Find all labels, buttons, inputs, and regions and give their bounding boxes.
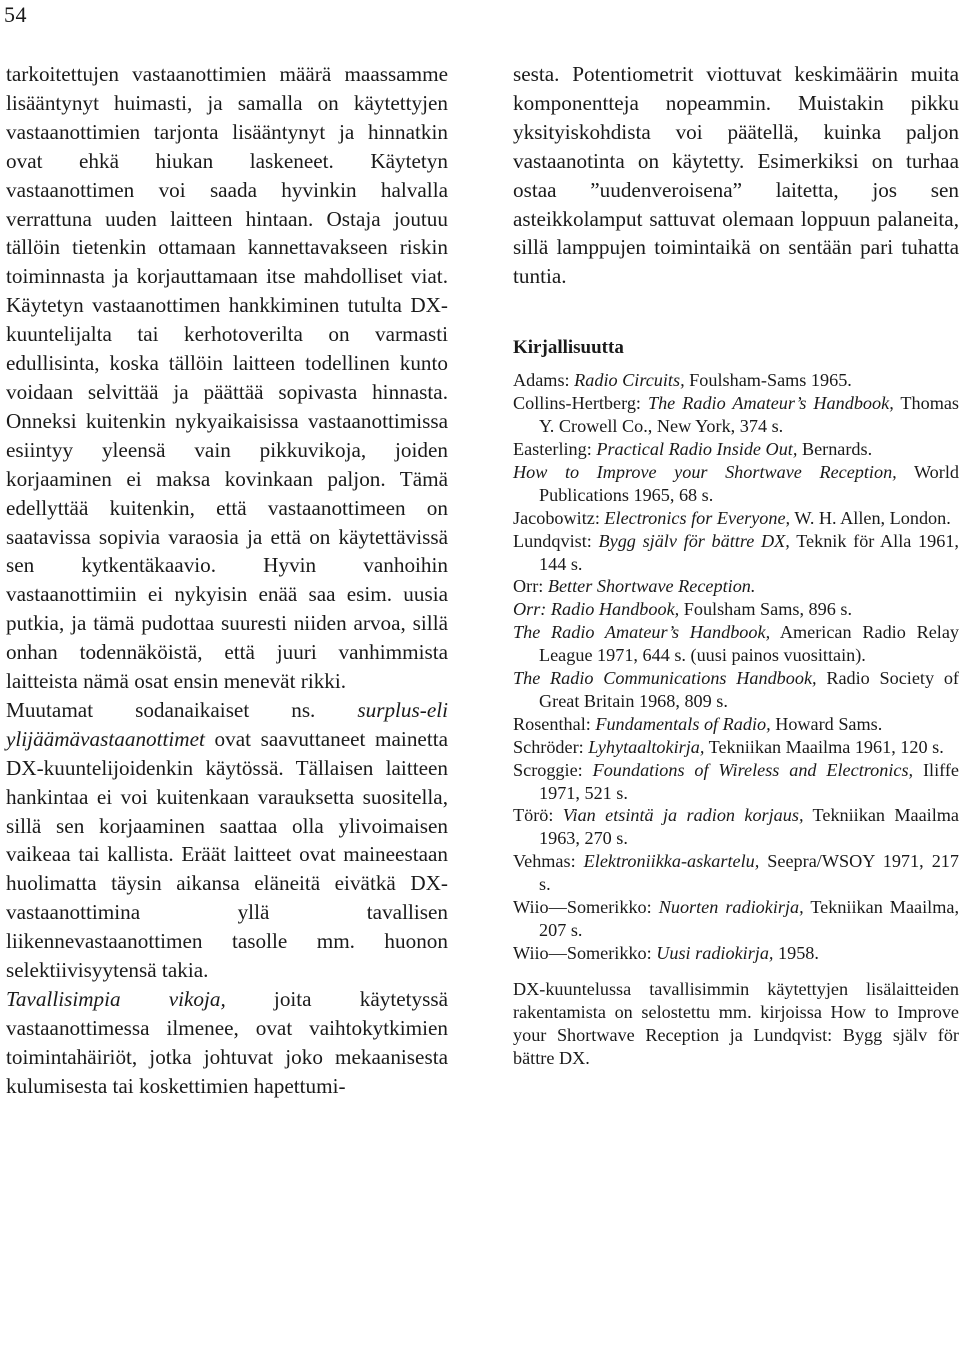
- reference-title: Elektroniikka-askartelu,: [583, 851, 760, 872]
- reference-title: How to Improve your Shortwave Reception,: [513, 461, 897, 482]
- reference-title: Electronics for Everyone,: [604, 507, 791, 528]
- reference-details: Teknik för Alla 1961, 144 s.: [539, 530, 959, 574]
- left-paragraph-2: [6, 696, 448, 985]
- reference-entry: [513, 621, 959, 667]
- reference-title: Nuorten radiokirja,: [658, 897, 804, 918]
- reference-author: Collins-Hertberg:: [513, 393, 648, 414]
- left-column: [6, 60, 448, 1101]
- reference-title: Radio Circuits,: [574, 370, 685, 391]
- reference-entry: [513, 461, 959, 507]
- paragraph-text: ovat saavuttaneet mainetta DX-kuuntelijoidenkin käytössä. Tällaisen laitteen hankintaa ei voi kuitenkaan varauksetta suositella, sillä sen korjaaminen saattaa olla ylivoimaisen vaikeaa tai kallista. Eräät laitteet ovat maineestaan huolimatta täysin aikansa eläneitä eivätkä DX-vastaanottimina yllä tavallisen liikennevastaanottimen tasolle mm. huonon selektiivisyytensä takia.: [6, 726, 448, 983]
- emphasis-term: Tavallisimpia vikoja,: [6, 987, 226, 1011]
- reference-author: Orr:: [513, 576, 548, 597]
- reference-details: 1958.: [773, 942, 819, 963]
- reference-author: Vehmas:: [513, 851, 584, 872]
- reference-details: Howard Sams.: [770, 713, 883, 734]
- reference-entry: [513, 598, 959, 621]
- reference-details: American Radio Relay League 1971, 644 s. (uusi painos vuosittain).: [539, 622, 959, 666]
- reference-author: Easterling:: [513, 438, 597, 459]
- reference-details: World Publications 1965, 68 s.: [539, 461, 959, 505]
- reference-entry: [513, 392, 959, 438]
- reference-author: Adams:: [513, 370, 575, 391]
- reference-entry: [513, 896, 959, 942]
- page-number: 54: [4, 2, 27, 27]
- reference-details: Radio Society of Great Britain 1968, 809 s.: [539, 668, 959, 711]
- reference-title: Fundamentals of Radio,: [595, 713, 771, 734]
- reference-title: Bygg själv för bättre DX,: [598, 530, 790, 551]
- reference-details: W. H. Allen, London.: [790, 507, 951, 528]
- left-paragraph-1: tarkoitettujen vastaanottimien määrä maassamme lisääntynyt huimasti, ja samalla on käytettyjen vastaanottimien tarjonta lisääntynyt ja hinnatkin ovat ehkä hiukan laskeneet. Käytetyn vastaanottimen voi saada hyvinkin halvalla verrattuna uuden laitteen hintaan. Ostaja joutuu tällöin tietenkin ottamaan kannettavakseen riskin toiminnasta ja korjauttamaan itse mahdolliset viat. Käytetyn vastaanottimen hankkiminen tutulta DX-kuuntelijalta tai kerhotoverilta on varmasti edullisinta, koska tällöin laitteen todellinen kunto voidaan selvittää ja päättää sopivasta hinnasta. Onneksi kuitenkin nykyaikaisissa vastaanottimissa esiintyy yleensä vain pikkuvikoja, joiden korjaaminen ei maksa kovinkaan paljon. Tämä edellyttää kuitenkin, että vastaanottimeen on saatavissa sopivia varaosia ja että on käytettävissä sen kytkentäkaavio. Hyvin vanhoihin vastaanottimiin ei nykyisin enää saa esim. uusia putkia, ja tämä pudottaa suuresti niiden arvoa, sillä onhan todennäköistä, että juuri vanhimmista laitteista nämä osat ensin menevät rikki.: [6, 62, 448, 694]
- reference-details: Foulsham Sams, 896 s.: [679, 599, 853, 620]
- right-column: [513, 60, 959, 1088]
- reference-title: Practical Radio Inside Out,: [596, 438, 798, 459]
- reference-author: Jacobowitz:: [513, 507, 605, 528]
- reference-details: Bernards.: [797, 438, 873, 459]
- reference-entry: [513, 713, 959, 736]
- reference-entry: [513, 667, 959, 713]
- reference-details: Tekniikan Maailma 1963, 270 s.: [539, 805, 960, 849]
- reference-details: Seepra/WSOY 1971, 217 s.: [539, 851, 959, 895]
- emphasis-term: surplus-eli ylijäämävastaanottimet: [6, 697, 448, 751]
- reference-title: Uusi radiokirja,: [656, 942, 774, 963]
- reference-entry: [513, 850, 959, 896]
- reference-author: Lundqvist:: [513, 530, 599, 551]
- reference-entry: [513, 530, 959, 576]
- reference-author: Schröder:: [513, 736, 589, 757]
- reference-entry: [513, 942, 959, 965]
- closing-note: DX-kuuntelussa tavallisimmin käytettyjen lisälaitteiden rakentamista on selostettu mm. kirjoissa How to Improve your Shortwave Reception ja Lundqvist: Bygg själv för bättre DX.: [513, 978, 959, 1068]
- reference-title: Orr: Radio Handbook,: [513, 599, 680, 620]
- reference-author: Scroggie:: [513, 759, 593, 780]
- reference-details: Iliffe 1971, 521 s.: [539, 759, 959, 803]
- reference-entry: [513, 736, 959, 759]
- reference-title: Better Shortwave Reception.: [547, 576, 756, 597]
- reference-details: Tekniikan Maailma, 207 s.: [539, 897, 959, 940]
- reference-title: Lyhytaaltokirja,: [588, 736, 705, 757]
- reference-details: Foulsham-Sams 1965.: [684, 370, 852, 391]
- reference-entry: [513, 507, 959, 530]
- reference-title: Vian etsintä ja radion korjaus,: [562, 805, 804, 826]
- paragraph-text: Muutamat sodanaikaiset ns.: [6, 697, 358, 722]
- reference-author: Rosenthal:: [513, 713, 596, 734]
- right-continuation-paragraph: sesta. Potentiometrit viottuvat keskimäärin muita komponentteja nopeammin. Muistakin pikku yksityiskohdista voi päätellä, kuinka paljon vastaanotinta on käytetty. Esimerkiksi on turhaa ostaa ”uudenveroisena” laitetta, jos sen asteikkolamput sattuvat olemaan loppuun palaneita, sillä lamppujen toimintaikä on sentään pari tuhatta tuntia.: [513, 62, 959, 289]
- reference-author: Wiio—Somerikko:: [513, 942, 657, 963]
- reference-title: Foundations of Wireless and Electronics,: [592, 759, 914, 780]
- reference-details: Tekniikan Maailma 1961, 120 s.: [704, 736, 944, 757]
- reference-entry: [513, 369, 959, 392]
- references-heading: Kirjallisuutta: [513, 337, 624, 359]
- reference-details: Thomas Y. Crowell Co., New York, 374 s.: [539, 393, 960, 437]
- reference-title: The Radio Amateur’s Handbook,: [513, 622, 771, 643]
- reference-entry: [513, 804, 959, 850]
- reference-entry: [513, 438, 959, 461]
- reference-author: Wiio—Somerikko:: [513, 897, 659, 918]
- reference-entry: [513, 575, 959, 598]
- left-paragraph-3: [6, 985, 448, 1101]
- reference-title: The Radio Amateur’s Handbook,: [647, 393, 894, 414]
- paragraph-text: joita käytetyssä vastaanottimessa ilmenee, ovat vaihtokytkimien toimintahäiriöt, jotka johtuvat joko mekaanisesta kulumisesta tai koskettimien hapettumi-: [6, 987, 448, 1098]
- reference-author: Törö:: [513, 805, 563, 826]
- references-list: [513, 369, 959, 965]
- reference-entry: [513, 759, 959, 805]
- reference-title: The Radio Communications Handbook,: [513, 668, 817, 689]
